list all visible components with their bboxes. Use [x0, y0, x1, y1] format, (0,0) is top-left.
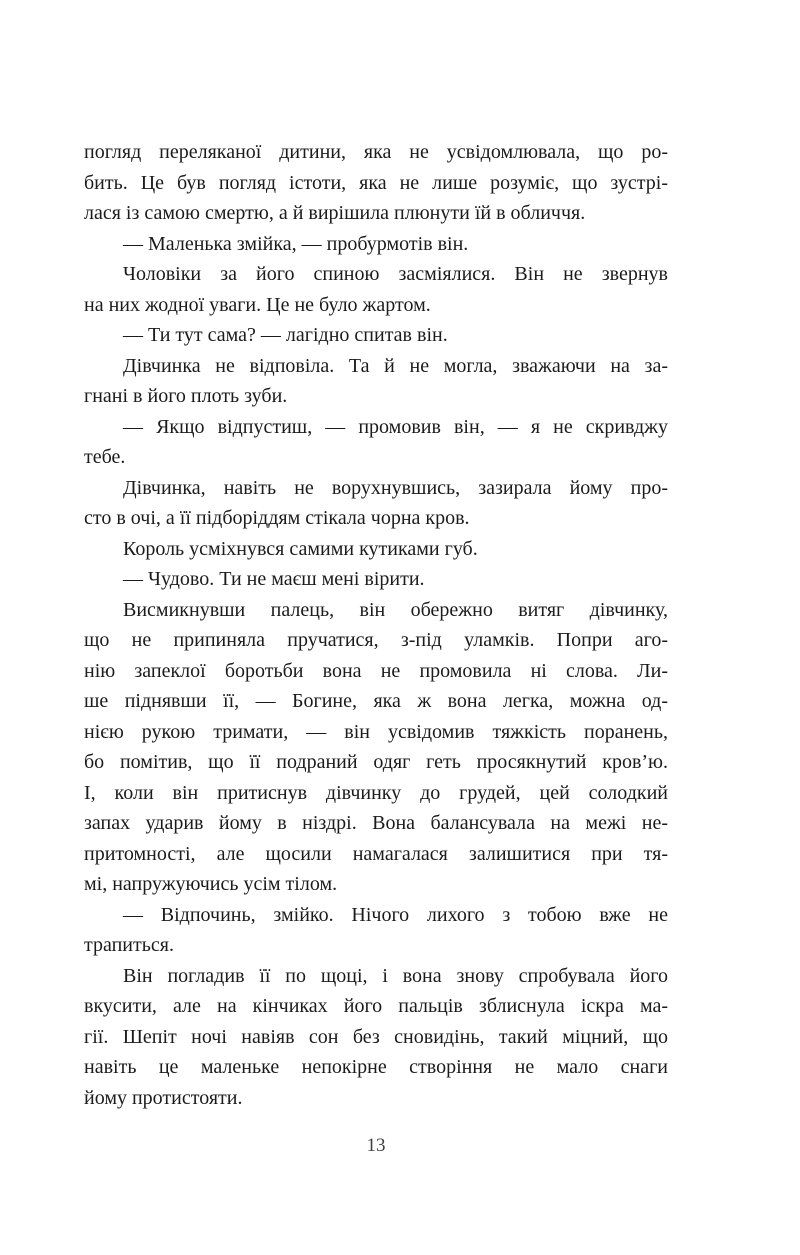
- text-line: запах ударив йому в ніздрі. Вона балансувала на межі не-: [84, 812, 668, 834]
- text-line: ше піднявши її, — Богине, яка ж вона легка, можна од-: [84, 690, 668, 712]
- text-line: сто в очі, а її підборіддям стікала чорна кров.: [84, 507, 470, 529]
- text-line: що не припиняла пручатися, з-під уламків. Попри аго-: [84, 629, 668, 651]
- text-line: гнані в його плоть зуби.: [84, 385, 288, 407]
- text-line: мі, напружуючись усім тілом.: [84, 873, 338, 895]
- text-line: Він погладив її по щоці, і вона знову спробувала його: [123, 964, 668, 987]
- text-line: лася із самою смертю, а й вирішила плюнути їй в обличчя.: [84, 202, 586, 224]
- text-line: нію запеклої боротьби вона не промовила ні слова. Ли-: [84, 659, 668, 682]
- text-line: бить. Це був погляд істоти, яка не лише розуміє, що зустрі-: [84, 171, 668, 194]
- page-text: [84, 137, 668, 1113]
- text-line: — Маленька змійка, — пробурмотів він.: [123, 232, 469, 255]
- text-line: Чоловіки за його спиною засміялися. Він не звернув: [123, 263, 668, 285]
- text-line: Дівчинка не відповіла. Та й не могла, зважаючи на за-: [123, 354, 668, 377]
- text-line: йому протистояти.: [84, 1086, 243, 1109]
- text-line: гії. Шепіт ночі навіяв сон без сновидінь, такий міцний, що: [84, 1025, 668, 1048]
- text-line: погляд переляканої дитини, яка не усвідомлювала, що ро-: [84, 141, 668, 163]
- text-line: — Відпочинь, змійко. Нічого лихого з тобою вже не: [123, 903, 668, 926]
- text-line: — Чудово. Ти не маєш мені вірити.: [123, 568, 425, 590]
- text-line: — Ти тут сама? — лагідно спитав він.: [123, 324, 448, 346]
- page-number: 13: [366, 1135, 386, 1156]
- text-line: вкусити, але на кінчиках його пальців зблиснула іскра ма-: [84, 995, 668, 1017]
- text-line: — Якщо відпустиш, — промовив він, — я не скривджу: [123, 415, 668, 438]
- text-line: бо помітив, що її подраний одяг геть просякнутий кров’ю.: [84, 751, 668, 773]
- text-line: трапиться.: [84, 934, 174, 956]
- text-line: тебе.: [84, 446, 126, 468]
- text-line: Король усміхнувся самими кутиками губ.: [123, 537, 478, 560]
- text-line: на них жодної уваги. Це не було жартом.: [84, 293, 431, 316]
- text-line: навіть це маленьке непокірне створіння не мало снаги: [84, 1056, 668, 1078]
- text-line: І, коли він притиснув дівчинку до грудей, цей солодкий: [84, 781, 668, 804]
- text-line: притомності, але щосили намагалася залишитися при тя-: [84, 842, 668, 865]
- text-line: нією рукою тримати, — він усвідомив тяжкість поранень,: [84, 720, 668, 743]
- text-line: Висмикнувши палець, він обережно витяг дівчинку,: [123, 598, 668, 621]
- text-line: Дівчинка, навіть не ворухнувшись, зазирала йому про-: [123, 476, 668, 499]
